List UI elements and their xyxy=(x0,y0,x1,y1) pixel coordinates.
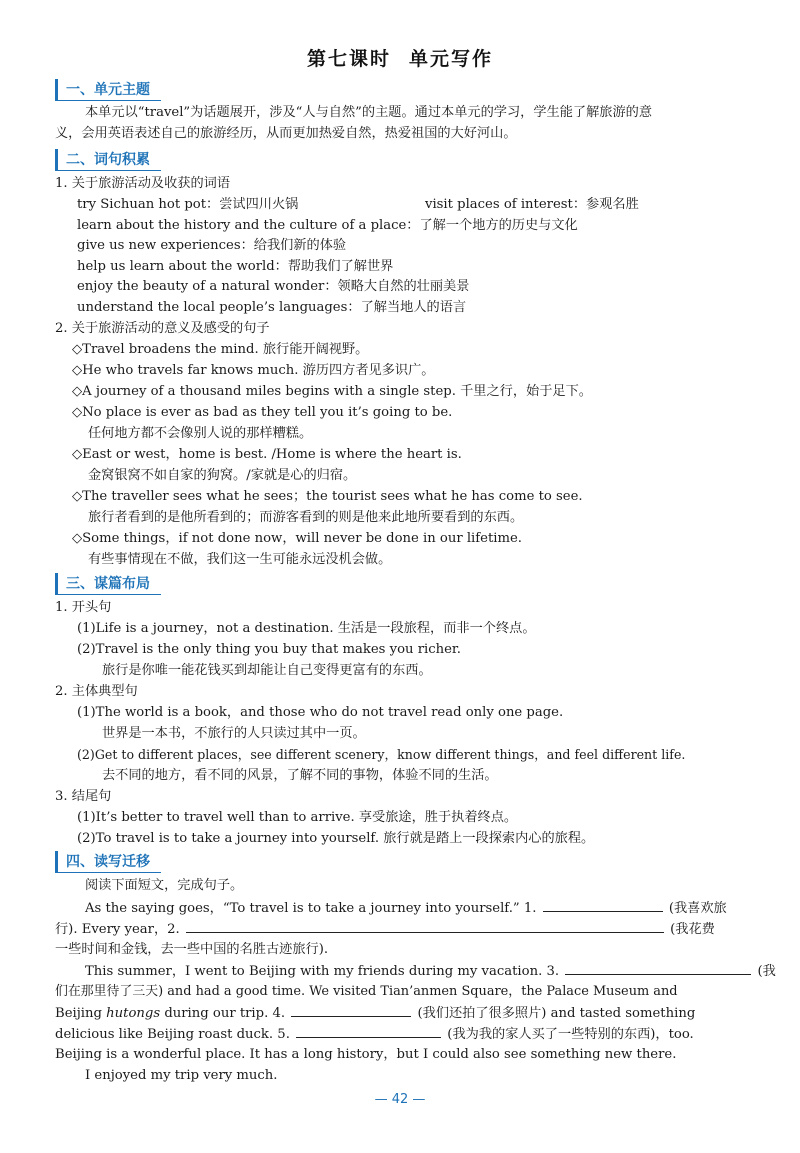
section-heading-layout: 三、谋篇布局 xyxy=(55,573,161,595)
layout-translation: 去不同的地方，看不同的风景，了解不同的事物，体验不同的生活。 xyxy=(102,768,498,783)
quote-line: ◇He who travels far knows much. 游历四方者见多识广。 xyxy=(72,363,435,378)
vocab-phrase: understand the local people’s languages：了解当地人的语言 xyxy=(77,300,467,315)
passage-line: As the saying goes，“To travel is to take a journey into yourself.” 1. (我喜欢旅 xyxy=(85,898,727,918)
vocab-phrase: visit places of interest：参观名胜 xyxy=(425,197,639,212)
passage-line: This summer，I went to Beijing with my friends during my vacation. 3. (我 xyxy=(85,961,776,981)
vocab-heading: 2. 关于旅游活动的意义及感受的句子 xyxy=(55,321,270,336)
quote-line: ◇Some things，if not done now，will never be done in our lifetime. xyxy=(72,531,522,546)
quote-translation: 有些事情现在不做，我们这一生可能永远没机会做。 xyxy=(88,552,392,567)
transfer-instruction: 阅读下面短文，完成句子。 xyxy=(85,878,244,893)
layout-sentence: (2)Travel is the only thing you buy that makes you richer. xyxy=(77,642,461,657)
layout-translation: 旅行是你唯一能花钱买到却能让自己变得更富有的东西。 xyxy=(102,663,432,678)
quote-line: ◇No place is ever as bad as they tell you it’s going to be. xyxy=(72,405,453,420)
answer-blank-2[interactable] xyxy=(186,919,664,933)
answer-blank-4[interactable] xyxy=(291,1003,411,1017)
vocab-heading: 1. 关于旅游活动及收获的词语 xyxy=(55,176,231,191)
vocab-phrase: help us learn about the world：帮助我们了解世界 xyxy=(77,259,394,274)
section-heading-transfer: 四、读写迁移 xyxy=(55,851,161,873)
vocab-phrase: learn about the history and the culture of a place：了解一个地方的历史与文化 xyxy=(77,218,578,233)
layout-sentence: (2)Get to different places，see different scenery，know different things，and feel different life. xyxy=(77,747,686,762)
passage-line: Beijing hutongs during our trip. 4. (我们还拍了很多照片) and tasted something xyxy=(55,1003,695,1023)
layout-sentence: (1)Life is a journey，not a destination. 生活是一段旅程，而非一个终点。 xyxy=(77,621,536,636)
page-title: 第七课时 单元写作 xyxy=(306,48,494,70)
layout-sentence: (2)To travel is to take a journey into yourself. 旅行就是踏上一段探索内心的旅程。 xyxy=(77,831,595,846)
vocab-phrase: give us new experiences：给我们新的体验 xyxy=(77,238,347,253)
section-heading-theme: 一、单元主题 xyxy=(55,79,161,101)
section-heading-vocabulary: 二、词句积累 xyxy=(55,149,161,171)
quote-translation: 金窝银窝不如自家的狗窝。/家就是心的归宿。 xyxy=(88,468,357,483)
passage-line: 行). Every year，2. (我花费 xyxy=(55,919,715,939)
quote-translation: 旅行者看到的是他所看到的；而游客看到的则是他来此地所要看到的东西。 xyxy=(88,510,524,525)
quote-line: ◇Travel broadens the mind. 旅行能开阔视野。 xyxy=(72,342,369,357)
passage-line: 们在那里待了三天) and had a good time. We visited Tian’anmen Square，the Palace Museum and xyxy=(55,984,678,999)
answer-blank-3[interactable] xyxy=(565,961,751,975)
layout-translation: 世界是一本书，不旅行的人只读过其中一页。 xyxy=(102,726,366,741)
layout-heading: 2. 主体典型句 xyxy=(55,684,138,699)
quote-line: ◇A journey of a thousand miles begins with a single step. 千里之行，始于足下。 xyxy=(72,384,592,399)
passage-line: delicious like Beijing roast duck. 5. (我为我的家人买了一些特别的东西)，too. xyxy=(55,1024,694,1044)
theme-line: 本单元以“travel”为话题展开，涉及“人与自然”的主题。通过本单元的学习，学生能了解旅游的意 xyxy=(85,105,653,120)
layout-sentence: (1)It’s better to travel well than to arrive. 享受旅途，胜于执着终点。 xyxy=(77,810,518,825)
passage-line: I enjoyed my trip very much. xyxy=(85,1068,278,1083)
quote-line: ◇East or west，home is best. /Home is where the heart is. xyxy=(72,447,462,462)
quote-line: ◇The traveller sees what he sees；the tourist sees what he has come to see. xyxy=(72,489,583,504)
page-number: — 42 — xyxy=(374,1092,426,1107)
quote-translation: 任何地方都不会像别人说的那样糟糕。 xyxy=(88,426,313,441)
layout-heading: 1. 开头句 xyxy=(55,600,112,615)
answer-blank-1[interactable] xyxy=(543,898,663,912)
theme-line: 义，会用英语表述自己的旅游经历，从而更加热爱自然，热爱祖国的大好河山。 xyxy=(55,126,517,141)
vocab-phrase: enjoy the beauty of a natural wonder：领略大自然的壮丽美景 xyxy=(77,279,470,294)
passage-line: 一些时间和金钱，去一些中国的名胜古迹旅行). xyxy=(55,942,329,957)
layout-sentence: (1)The world is a book，and those who do not travel read only one page. xyxy=(77,705,564,720)
answer-blank-5[interactable] xyxy=(296,1024,441,1038)
layout-heading: 3. 结尾句 xyxy=(55,789,112,804)
passage-line: Beijing is a wonderful place. It has a long history，but I could also see something new there. xyxy=(55,1047,677,1062)
vocab-phrase: try Sichuan hot pot：尝试四川火锅 xyxy=(77,197,299,212)
